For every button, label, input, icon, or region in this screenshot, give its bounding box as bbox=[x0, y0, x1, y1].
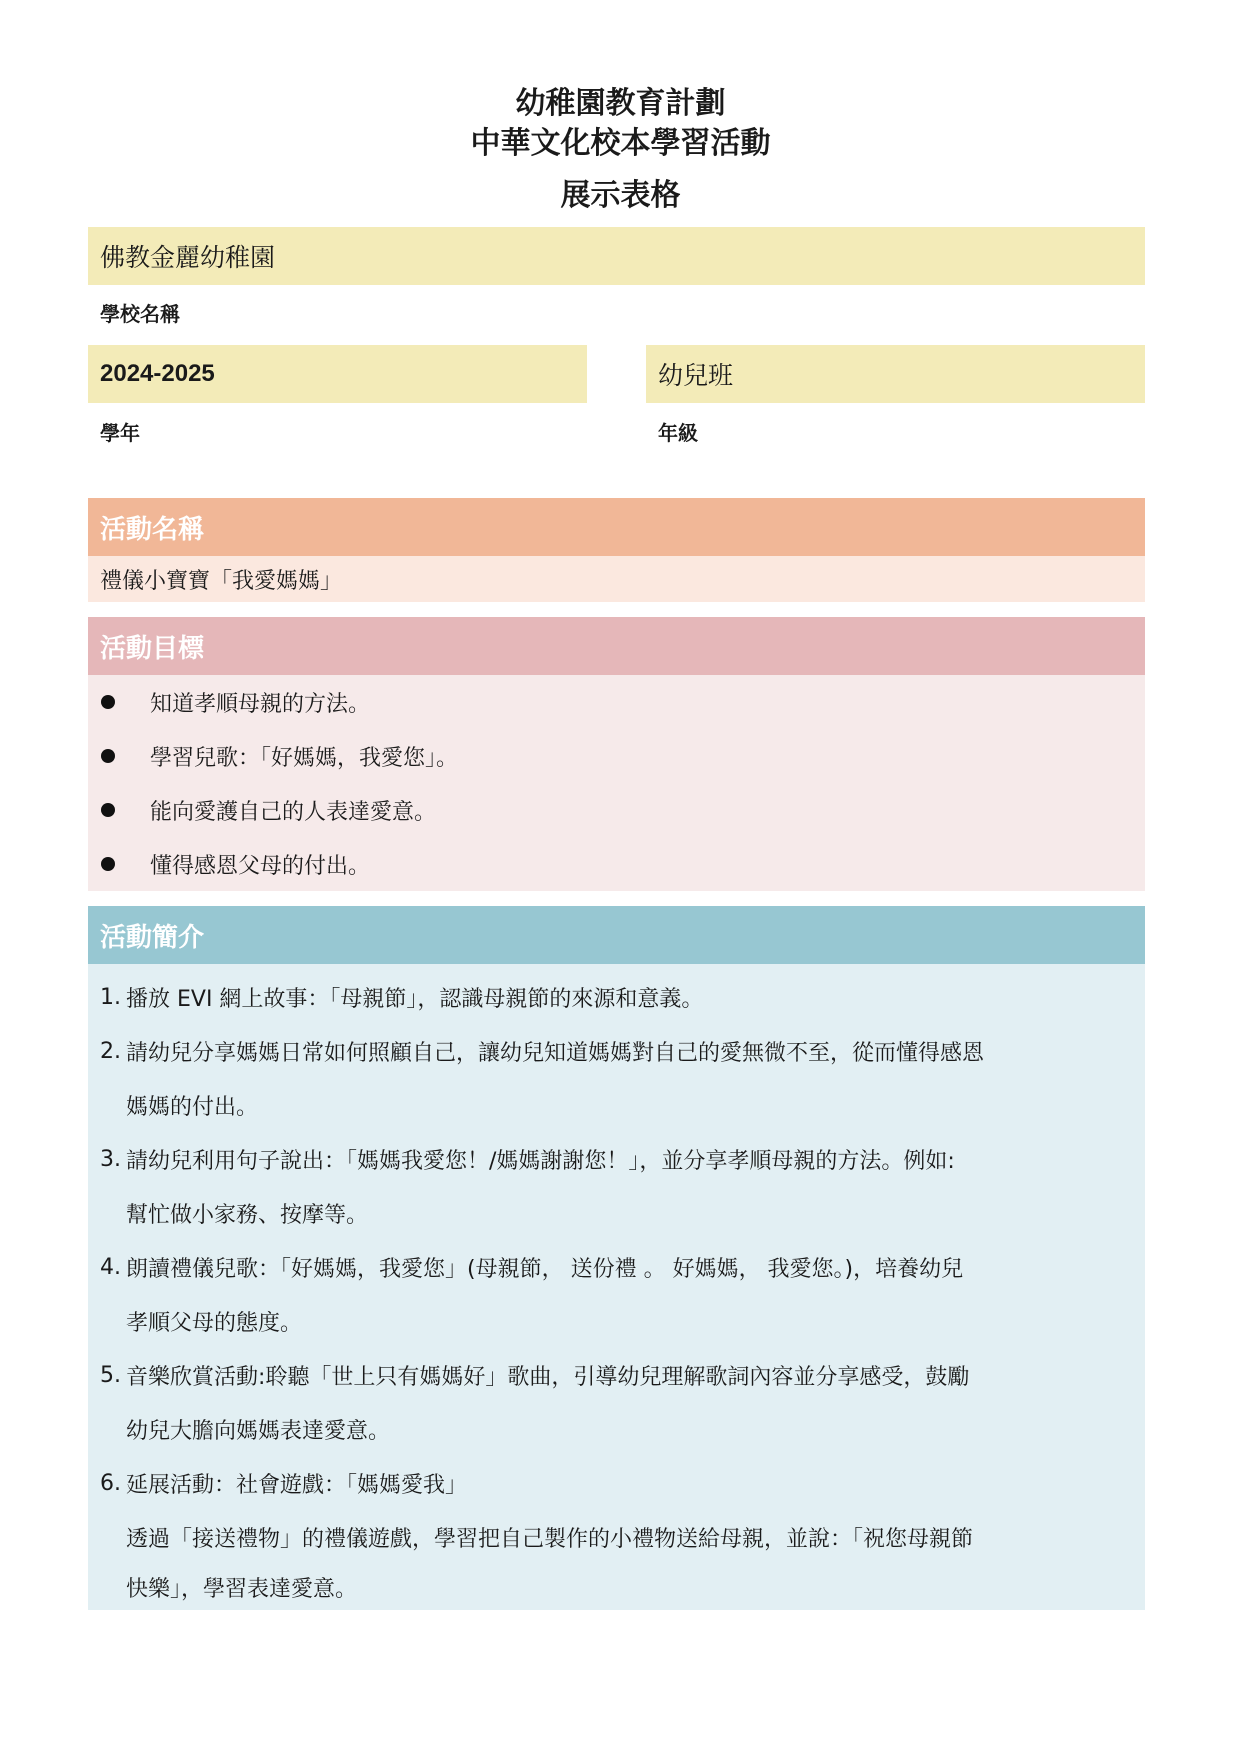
title-line-2: 中華文化校本學習活動 bbox=[470, 126, 771, 161]
intro-item-6 bbox=[100, 1456, 467, 1510]
intro-number: 5. bbox=[100, 1362, 121, 1388]
activity-name-heading bbox=[88, 498, 1145, 556]
activity-goals-heading-text: 活動目標 bbox=[100, 633, 205, 664]
intro-item-5 bbox=[100, 1348, 969, 1402]
intro-number: 4. bbox=[100, 1254, 121, 1280]
intro-number: 3. bbox=[100, 1146, 121, 1172]
activity-goals-list bbox=[88, 675, 1145, 891]
intro-text: 播放 EVI 網上故事：「母親節」，認識母親節的來源和意義。 bbox=[126, 986, 704, 1012]
intro-text-continued: 透過「接送禮物」的禮儀遊戲，學習把自己製作的小禮物送給母親，並說：「祝您母親節 bbox=[126, 1526, 974, 1552]
intro-text-continued: 媽媽的付出。 bbox=[126, 1094, 259, 1120]
intro-text-continued: 快樂」，學習表達愛意。 bbox=[126, 1576, 358, 1602]
school-year-field bbox=[88, 345, 587, 403]
intro-text-continued: 幫忙做小家務、按摩等。 bbox=[126, 1202, 369, 1228]
activity-intro-list bbox=[88, 964, 1145, 1610]
intro-item-1 bbox=[100, 970, 703, 1024]
intro-text: 音樂欣賞活動:聆聽「世上只有媽媽好」歌曲，引導幼兒理解歌詞內容並分享感受，鼓勵 bbox=[126, 1364, 970, 1390]
intro-number: 2. bbox=[100, 1038, 121, 1064]
school-name-field bbox=[88, 227, 1145, 285]
activity-name-body bbox=[88, 556, 1145, 602]
activity-intro-heading-text: 活動簡介 bbox=[100, 922, 205, 953]
bullet-icon bbox=[101, 857, 115, 871]
intro-item-4 bbox=[100, 1240, 963, 1294]
grade-value: 幼兒班 bbox=[658, 361, 734, 390]
school-year-value: 2024-2025 bbox=[100, 360, 215, 387]
intro-number: 1. bbox=[100, 984, 121, 1010]
intro-text: 請幼兒利用句子說出：「媽媽我愛您！/媽媽謝謝您！」，並分享孝順母親的方法。例如: bbox=[126, 1148, 955, 1174]
bullet-icon bbox=[101, 749, 115, 763]
intro-text: 朗讀禮儀兒歌：「好媽媽，我愛您」(母親節， 送份禮 。 好媽媽， 我愛您。)，培養幼兒 bbox=[126, 1256, 964, 1282]
school-year-label: 學年 bbox=[100, 421, 140, 445]
bullet-icon bbox=[101, 803, 115, 817]
intro-item-2 bbox=[100, 1024, 984, 1078]
activity-goals-heading bbox=[88, 617, 1145, 675]
activity-name-heading-text: 活動名稱 bbox=[100, 514, 205, 545]
intro-text-continued: 孝順父母的態度。 bbox=[126, 1310, 303, 1336]
intro-item-3 bbox=[100, 1132, 955, 1186]
intro-text: 請幼兒分享媽媽日常如何照顧自己，讓幼兒知道媽媽對自己的愛無微不至，從而懂得感恩 bbox=[126, 1040, 985, 1066]
intro-number: 6. bbox=[100, 1470, 121, 1496]
goal-text: 知道孝順母親的方法。 bbox=[150, 691, 371, 717]
bullet-icon bbox=[101, 695, 115, 709]
goal-text: 能向愛護自己的人表達愛意。 bbox=[150, 799, 437, 825]
intro-text-continued: 幼兒大膽向媽媽表達愛意。 bbox=[126, 1418, 391, 1444]
goal-text: 學習兒歌：「好媽媽，我愛您」。 bbox=[150, 745, 459, 771]
school-name-value: 佛教金麗幼稚園 bbox=[100, 243, 276, 272]
grade-field bbox=[646, 345, 1145, 403]
school-name-label: 學校名稱 bbox=[100, 302, 180, 326]
activity-intro-heading bbox=[88, 906, 1145, 964]
title-line-3: 展示表格 bbox=[560, 178, 681, 213]
title-line-1: 幼稚園教育計劃 bbox=[515, 86, 726, 121]
grade-label: 年級 bbox=[658, 421, 698, 445]
activity-name-value: 禮儀小寶寶「我愛媽媽」 bbox=[100, 568, 343, 594]
goal-text: 懂得感恩父母的付出。 bbox=[150, 853, 371, 879]
document-header bbox=[0, 84, 1241, 216]
intro-text: 延展活動：社會遊戲：「媽媽愛我」 bbox=[126, 1472, 468, 1498]
